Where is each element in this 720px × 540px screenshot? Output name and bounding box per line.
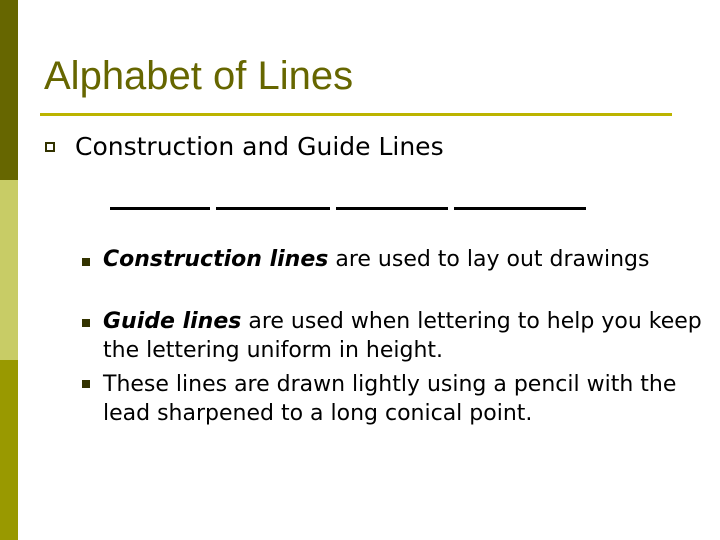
filled-square-bullet-icon xyxy=(82,319,90,327)
hollow-square-bullet-icon xyxy=(45,142,55,152)
emphasis-term: Construction lines xyxy=(103,247,329,272)
sub-bullet-drawing-note xyxy=(103,370,703,428)
sub-bullet-guide-lines xyxy=(103,307,703,365)
sub-bullet-construction-lines xyxy=(103,245,703,274)
main-bullet-text: Construction and Guide Lines xyxy=(75,132,444,161)
sub-bullet-text: are used to lay out drawings xyxy=(328,247,650,272)
line-segment xyxy=(336,207,448,210)
sidebar-segment-mid xyxy=(0,360,18,540)
sidebar-segment-dark xyxy=(0,0,18,180)
sub-bullet-text: are used when lettering to help you keep the lettering uniform in height. xyxy=(103,309,702,363)
sidebar-segment-light xyxy=(0,180,18,360)
slide-title: Alphabet of Lines xyxy=(44,54,354,98)
line-segment xyxy=(454,207,586,210)
filled-square-bullet-icon xyxy=(82,380,90,388)
filled-square-bullet-icon xyxy=(82,258,90,266)
sub-bullet-text: These lines are drawn lightly using a pencil with the lead sharpened to a long conical point. xyxy=(103,372,677,426)
line-segment xyxy=(110,207,210,210)
line-segment xyxy=(216,207,330,210)
emphasis-term: Guide lines xyxy=(103,309,242,334)
decorative-sidebar xyxy=(0,0,18,540)
title-underline xyxy=(40,113,672,116)
